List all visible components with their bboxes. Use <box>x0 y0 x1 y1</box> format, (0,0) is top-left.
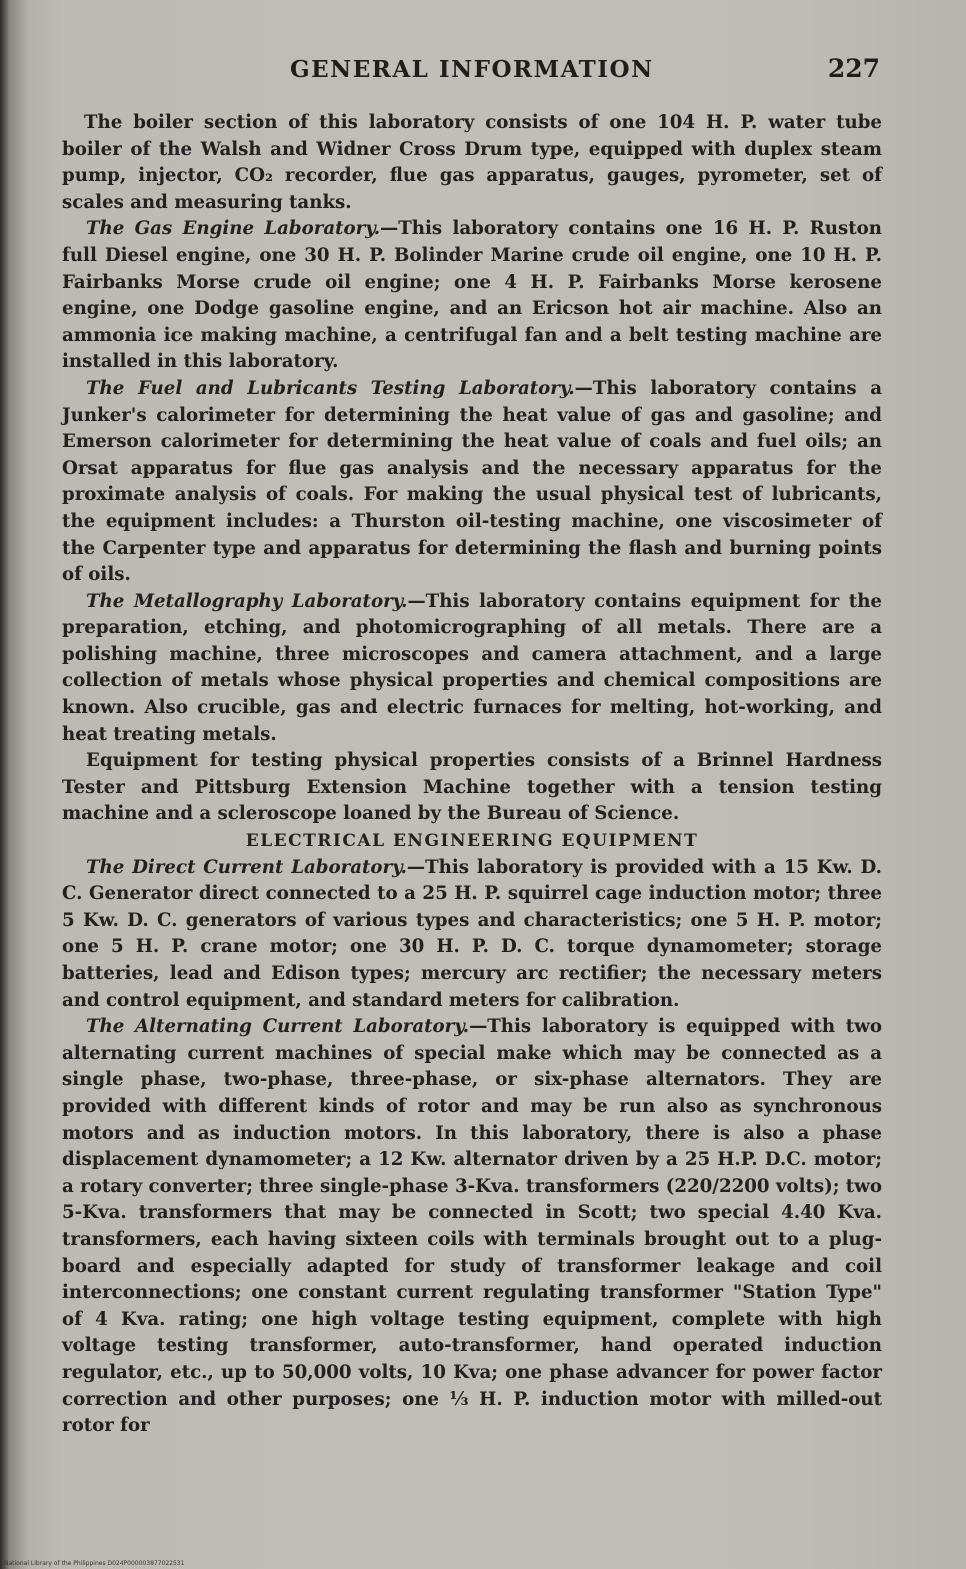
running-title: GENERAL INFORMATION <box>290 56 654 83</box>
paragraph-physical-testing: Equipment for testing physical properties consists of a Brinnel Hardness Tester and Pittsburg Extension Machine together with a tension testing machine and a scleroscope loaned by the Bureau of Science. <box>62 750 882 825</box>
section-heading: ELECTRICAL ENGINEERING EQUIPMENT <box>245 831 699 852</box>
ac-lab-text: —This laboratory is equipped with two alternating current machines of special make which may be connected as a single phase, two-phase, three-phase, or six-phase alternators. They are provided with different kinds of rotor and may be run also as synchronous motors and as induction motors. In this laboratory, there is also a phase displacement dynamometer; a 12 Kw. alternator driven by a 25 H.P. D.C. motor; a rotary converter; three single-phase 3-Kva. transformers (220/2200 volts); two 5-Kva. transformers that may be connected in Scott; two special 4.40 Kva. transformers, each having sixteen coils with terminals brought out to a plug-board and especially adapted for study of transformer leakage and coil interconnections; one constant current regulating transformer "Station Type" of 4 Kva. rating; one high voltage testing equipment, complete with high voltage testing transformer, auto-transformer, hand operated induction regulator, etc., up to 50,000 volts, 10 Kva; one phase advancer for power factor correction and other purposes; one ⅓ H. P. induction motor with milled-out rotor for <box>62 1016 882 1437</box>
fuel-lab-title: The Fuel and Lubricants Testing Laboratory. <box>86 377 575 399</box>
dc-lab-text: —This laboratory is provided with a 15 Kw. D. C. Generator direct connected to a 25 H. P. squirrel cage induction motor; three 5 Kw. D. C. generators of various types and characteristics; one 5 H. P. motor; one 5 H. P. crane motor; one 30 H. P. D. C. torque dynamometer; storage batteries, lead and Edison types; mercury arc rectifier; the necessary meters and control equipment, and standard meters for calibration. <box>62 856 882 1011</box>
metallography-lab-title: The Metallography Laboratory. <box>86 590 408 612</box>
dc-lab-title: The Direct Current Laboratory. <box>86 856 407 878</box>
page-number: 227 <box>827 54 880 83</box>
library-footer: National Library of the Philippines D024P000003877022531 <box>4 1560 185 1567</box>
page-header <box>70 52 880 92</box>
metallography-lab-text: —This laboratory contains equipment for the preparation, etching, and photomicrographing of all metals. There are a polishing machine, three microscopes and camera attachment, and a large collection of metals whose physical properties and chemical compositions are known. Also crucible, gas and electric furnaces for melting, hot-working, and heat treating metals. <box>62 590 882 745</box>
paragraph-fuel-lubricants-lab <box>62 376 882 589</box>
paragraph-metallography-lab <box>62 589 882 749</box>
page-body <box>62 110 882 1440</box>
ac-lab-title: The Alternating Current Laboratory. <box>86 1016 470 1038</box>
gas-engine-lab-title: The Gas Engine Laboratory. <box>86 218 381 240</box>
fuel-lab-text: —This laboratory contains a Junker's calorimeter for determining the heat value of gas and gasoline; and Emerson calorimeter for determining the heat value of coals and fuel oils; an Orsat apparatus for flue gas analysis and the necessary apparatus for the proximate analysis of coals. For making the usual physical test of lubricants, the equipment includes: a Thurston oil-testing machine, one viscosimeter of the Carpenter type and apparatus for determining the flash and burning points of oils. <box>62 377 882 586</box>
book-binding-edge <box>0 0 8 1569</box>
gas-engine-lab-text: —This laboratory contains one 16 H. P. Ruston full Diesel engine, one 30 H. P. Bolinder Marine crude oil engine, one 10 H. P. Fairbanks Morse crude oil engine; one 4 H. P. Fairbanks Morse kerosene engine, one Dodge gasoline engine, and an Ericson hot air machine. Also an ammonia ice making machine, a centrifugal fan and a belt testing machine are installed in this laboratory. <box>62 218 882 373</box>
paragraph-alternating-current-lab <box>62 1014 882 1440</box>
paragraph-direct-current-lab <box>62 855 882 1015</box>
paragraph-gas-engine-lab <box>62 216 882 376</box>
paragraph-boiler-section: The boiler section of this laboratory consists of one 104 H. P. water tube boiler of the Walsh and Widner Cross Drum type, equipped with duplex steam pump, injector, CO₂ recorder, flue gas apparatus, gauges, pyrometer, set of scales and measuring tanks. <box>62 112 882 213</box>
